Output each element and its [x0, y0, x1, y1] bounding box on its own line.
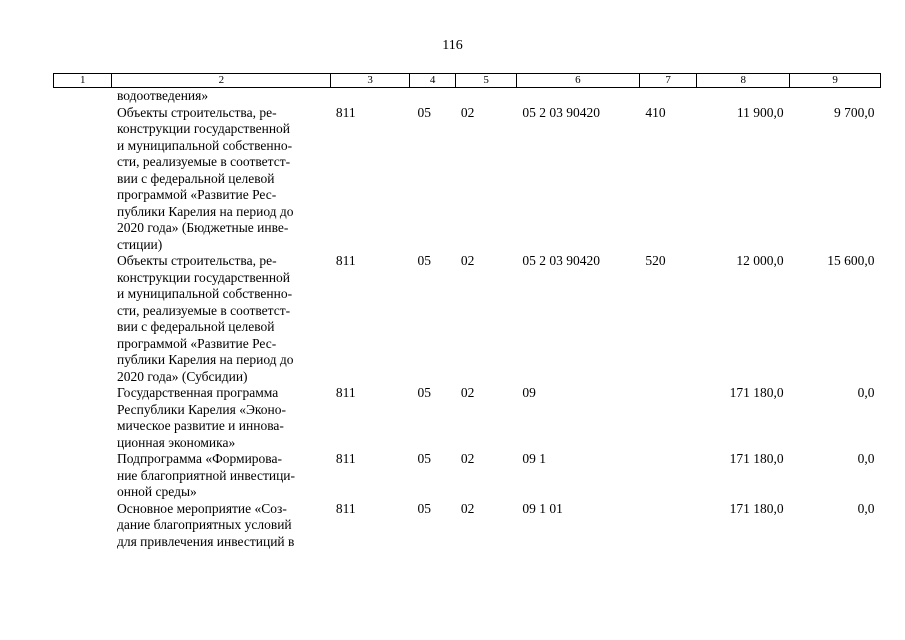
table-row — [54, 105, 881, 254]
column-header: 1 — [54, 74, 112, 88]
column-header: 7 — [639, 74, 696, 88]
table-row — [54, 88, 881, 105]
cell-subsection: 02 — [460, 253, 475, 268]
cell-ministry-code: 811 — [335, 253, 356, 268]
cell-section: 05 — [417, 385, 431, 400]
table-header-row — [54, 74, 881, 88]
page-number: 116 — [442, 38, 463, 53]
cell-expense-type — [639, 385, 696, 451]
cell-item-name — [112, 253, 331, 385]
item-name-line: для привлечения инвестиций в — [116, 533, 295, 549]
item-name-line: Подпрограмма «Формирова- — [116, 451, 282, 466]
cell-ministry-code: 811 — [335, 104, 356, 120]
item-name-line: Основное мероприятие «Соз- — [116, 500, 287, 516]
column-header: 5 — [456, 74, 517, 88]
item-name-line: Республики Карелия «Эконо- — [116, 401, 286, 417]
cell-amount-year2: 9 700,0 — [834, 104, 875, 120]
cell-subsection: 02 — [460, 104, 475, 120]
cell-expense-type: 520 — [645, 253, 666, 268]
cell-col1 — [54, 105, 112, 254]
cell-target-article: 05 2 03 90420 — [522, 104, 600, 120]
table-row — [54, 385, 881, 451]
cell-section: 05 — [417, 500, 431, 516]
cell-section: 05 — [417, 451, 431, 466]
item-name-line: дание благоприятных условий — [116, 517, 292, 532]
column-header: 6 — [516, 74, 639, 88]
cell-amount-year2 — [790, 88, 881, 105]
cell-amount-year1: 11 900,0 — [736, 104, 784, 120]
cell-expense-type — [639, 451, 696, 501]
item-name-line: ционная экономика» — [116, 434, 236, 450]
cell-target-article — [516, 88, 639, 105]
item-name-line: программой «Развитие Рес- — [116, 335, 277, 351]
cell-section: 05 — [417, 253, 431, 268]
item-name-line: мическое развитие и иннова- — [116, 418, 284, 433]
cell-col1 — [54, 385, 112, 451]
item-name-line: 2020 года» (Бюджетные инве- — [116, 220, 289, 235]
item-name-line: и муниципальной собственно- — [116, 286, 293, 301]
cell-item-name — [112, 501, 331, 551]
cell-expense-type — [639, 88, 696, 105]
cell-target-article: 09 — [522, 385, 536, 400]
table-row — [54, 253, 881, 385]
cell-amount-year2: 0,0 — [857, 385, 875, 400]
cell-col1 — [54, 451, 112, 501]
item-name-line: вии с федеральной целевой — [116, 319, 275, 334]
table-row — [54, 451, 881, 501]
item-name-line: публики Карелия на период до — [116, 203, 294, 219]
cell-item-name — [112, 88, 331, 105]
table-row — [54, 501, 881, 551]
cell-col1 — [54, 253, 112, 385]
cell-subsection — [456, 88, 517, 105]
cell-subsection: 02 — [460, 451, 475, 466]
table-body — [54, 88, 881, 551]
cell-target-article: 05 2 03 90420 — [522, 253, 600, 268]
cell-amount-year1: 12 000,0 — [736, 253, 784, 268]
item-name-line: и муниципальной собственно- — [116, 137, 293, 153]
cell-section: 05 — [417, 104, 431, 120]
item-name-line: водоотведения» — [116, 88, 209, 103]
cell-ministry-code: 811 — [335, 385, 356, 400]
budget-table — [53, 73, 881, 550]
cell-item-name — [112, 385, 331, 451]
cell-expense-type — [639, 501, 696, 551]
cell-item-name — [112, 105, 331, 254]
cell-col1 — [54, 501, 112, 551]
cell-amount-year1: 171 180,0 — [729, 500, 784, 516]
cell-ministry-code: 811 — [335, 500, 356, 516]
item-name-line: программой «Развитие Рес- — [116, 187, 277, 202]
item-name-line: публики Карелия на период до — [116, 352, 294, 367]
cell-item-name — [112, 451, 331, 501]
item-name-line: Объекты строительства, ре- — [116, 253, 277, 268]
cell-amount-year1: 171 180,0 — [729, 451, 784, 466]
cell-amount-year1: 171 180,0 — [729, 385, 784, 400]
item-name-line: стиции) — [116, 236, 163, 252]
cell-expense-type: 410 — [645, 104, 666, 120]
column-header: 3 — [331, 74, 410, 88]
column-header: 9 — [790, 74, 881, 88]
item-name-line: сти, реализуемые в соответст- — [116, 302, 291, 318]
column-header: 4 — [409, 74, 455, 88]
cell-section — [409, 88, 455, 105]
cell-ministry-code — [331, 88, 410, 105]
cell-subsection: 02 — [460, 385, 475, 400]
item-name-line: вии с федеральной целевой — [116, 170, 275, 186]
cell-target-article: 09 1 — [522, 451, 546, 466]
cell-amount-year2: 0,0 — [857, 451, 875, 466]
cell-amount-year1 — [697, 88, 790, 105]
item-name-line: Государственная программа — [116, 385, 279, 400]
cell-col1 — [54, 88, 112, 105]
column-header: 8 — [697, 74, 790, 88]
item-name-line: конструкции государственной — [116, 269, 291, 285]
item-name-line: Объекты строительства, ре- — [116, 104, 277, 120]
item-name-line: 2020 года» (Субсидии) — [116, 368, 248, 384]
cell-amount-year2: 15 600,0 — [827, 253, 875, 268]
item-name-line: конструкции государственной — [116, 121, 291, 136]
cell-ministry-code: 811 — [335, 451, 356, 466]
cell-subsection: 02 — [460, 500, 475, 516]
column-header: 2 — [112, 74, 331, 88]
item-name-line: сти, реализуемые в соответст- — [116, 154, 291, 169]
item-name-line: ние благоприятной инвестици- — [116, 467, 296, 483]
cell-target-article: 09 1 01 — [522, 500, 563, 516]
cell-amount-year2: 0,0 — [857, 500, 875, 516]
item-name-line: онной среды» — [116, 484, 197, 499]
